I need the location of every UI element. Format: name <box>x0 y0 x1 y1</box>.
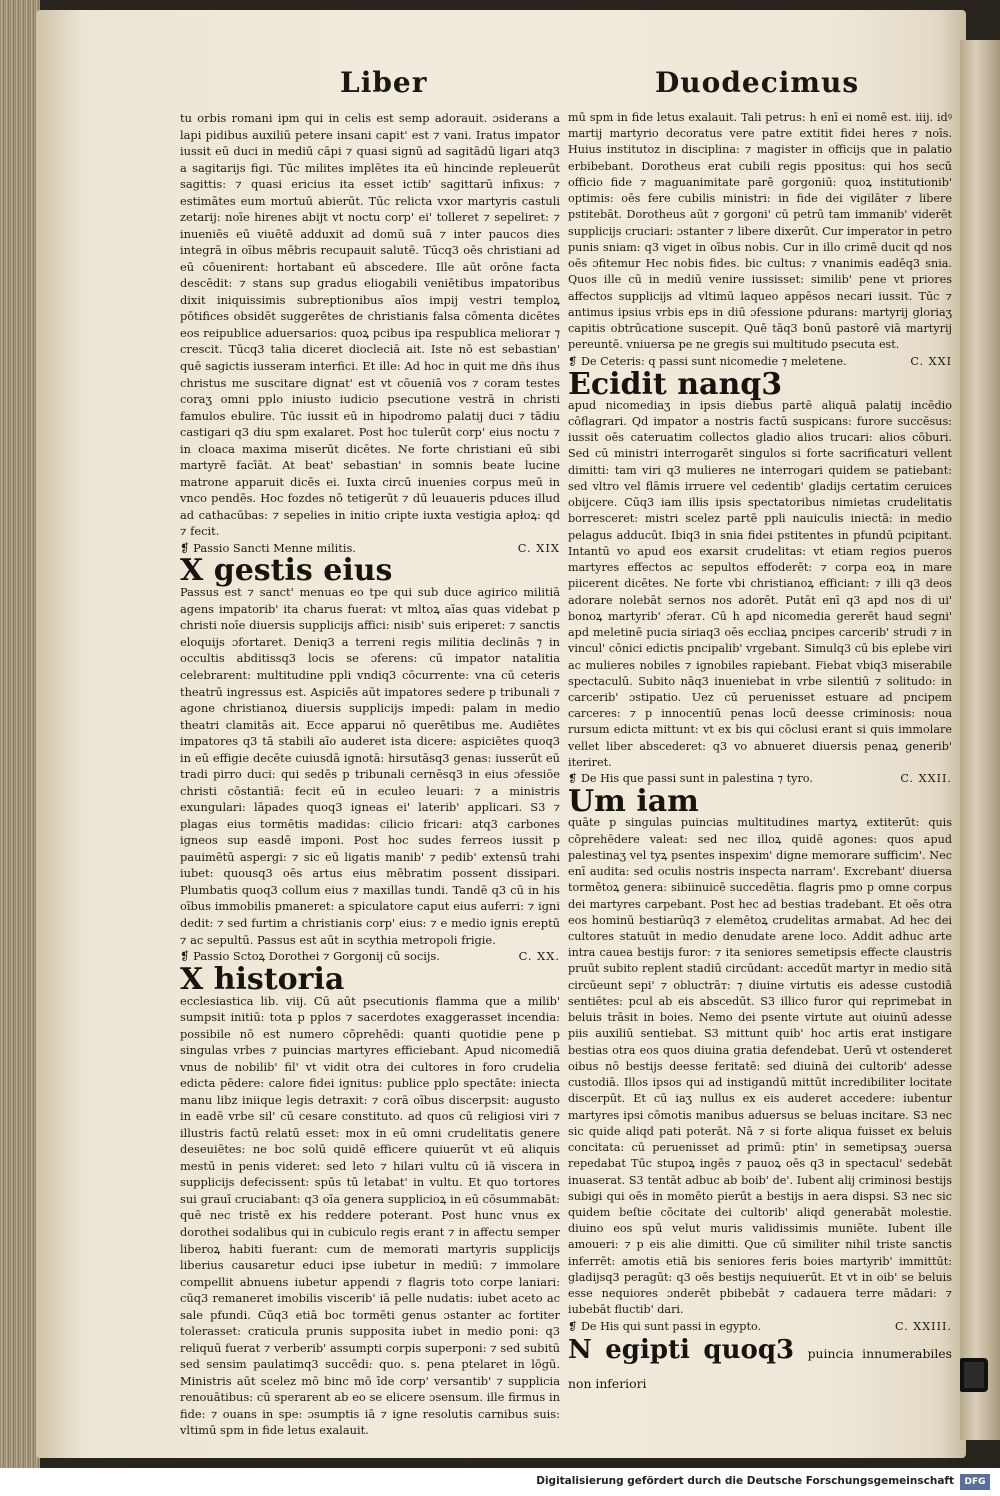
chapter-number: C. XXI <box>910 354 952 368</box>
right-paragraph-2: apud nicomediaʒ in ipsis diebus partē aliquā palatij incēdio cōflagrari. Qd impator a nostris factū suspicans: furore succēsus: iussit oēs cateruatim collectos gladio alios trucari: alios cōburi. Sed cū ministri interrogarēt singulos si forte sacrificaturi vellent dimitti: tam viri q3 mulieres ne interrogari quidem se patiebant: sed vltro vel flāmis irruere vel cedentib' gladijs certatim ceruices obijcere. Cūq3 iam illis ipsis spectatoribus nimietas crudelitatis borresceret: mistri scelez partē ppli nauiculis iniectā: in medio pelagus adducūt. Ibiq3 in snia fidei pstitentes in pfundū pcipitant. Intantū vo apud eos exarsit crudelitas: vt etiam regios pueros martyres effectos ac sepultos effoderēt: ⁊ corpa eoꝝ in mare piicerent dicētes. Ne forte vbi christianoꝝ efficiant: ⁊ illi q3 deos adorare nolebāt sernos nos adorēt. Putāt enī q3 apd nos di ui' bonoꝝ martyrib' ɔferaт. Cū h apd nicomedia gererēt haud segni' apd meletinē pucia siriaq3 oēs eccliaꝝ pncipes carcerib' strudi ⁊ in vincul' cōnici edictis pncipalib' vrgebant. Simulq3 cū bis eplebe viri ac mulieres nobiles ⁊ ignobiles rapiebant. Fiebat vbiq3 miserabile spectaculū. Subito nāq3 inueniebat in vrbe silentiū ⁊ solitudo: in carcerib' ɔstipatio. Uez cū peruenisset estuare ad pncipem carceres: ⁊ p innocentiū penas locū deesse criminosis: noua rursum edicta mittunt: vt ex bis qui cōclusi erant si quis immolare vellet liber abscederet: q3 vo abnueret diuersis penaꝝ generib' iteriret. <box>568 398 952 769</box>
rubric-nicomedie: ❡ De Ceteris: q passi sunt nicomedie ⁊ meletene. C. XXI <box>568 354 952 370</box>
incipit-heading: Ecidit nanq3 <box>568 366 783 402</box>
chapter-number: C. XX. <box>518 949 560 964</box>
funding-notice: Digitalisierung gefördert durch die Deutsche Forschungsgemeinschaft <box>536 1475 954 1487</box>
paragraph-mark-icon: ❡ <box>180 949 194 964</box>
chapter-number: C. XXIII. <box>894 1319 952 1333</box>
paragraph-mark-icon: ❡ <box>568 354 581 368</box>
left-column <box>180 110 560 1439</box>
chapter-number: C. XXII. <box>900 772 952 786</box>
paragraph-mark-icon: ❡ <box>568 772 581 786</box>
dfg-logo: DFG <box>960 1474 990 1490</box>
running-head-left: Liber <box>340 66 428 99</box>
rubric-passio-dorothei: ❡ Passio Sctoꝝ Dorothei ⁊ Gorgonij cū socijs. C. XX. <box>180 949 560 964</box>
incipit-heading: X historia <box>180 961 345 997</box>
left-paragraph-3: ecclesiastica lib. viij. Cū aūt psecutionis flamma que a milib' sumpsit initiū: tota p pplos ⁊ sacerdotes exaggerasset incendia: possibile nō est numero cōprehēdi: quanti quotidie pene p singulas vrbes ⁊ puincias martyres efficiebant. Apud nicomediā vnus de nobilib' fil' vt vidit otra dei cultores in foro crudelia edicta pēdere: calore fidei ignitus: publice pplo spectāte: iniecta manu libz iniique legis detraxit: ⁊ corā oībus discerpsit: augusto in eadē vrbe sil' cū cesare constituto. ad quos cū religiosi viri ⁊ illustris factū relatū esset: mox in eū omni crudelitatis genere deseuiētes: ne boc solū quidē efficere quiuerūt vt eū aliquis mestū in penis videret: sed leto ⁊ hilari vultu cū iā viscera in supplicijs defecissent: spūs tū letabat' in vultu. Et quo tortores sui grauī cruciabant: q3 oīa genera supplicioꝝ in eū cōsummabāt: quē nec tristē ex his reddere poterant. Post hunc vnus ex dorothei sodalibus qui in cubiculo regis erant ⁊ in affectu semper liberoꝝ habiti fuerant: cum de memorati martyris supplicijs liberius causaretur educi ipse iubetur in mediū: ⁊ immolare compellit abnuens iubetur appendi ⁊ flagris toto corpe laniari: cūq3 remaneret imobilis viscerib' iā pelle nudatis: iubet aceto ac sale pfundi. Cūq3 etiā boc tormēti genus ɔstanter ac fortiter tolerasset: craticula prunis supposita iubet in medio poni: q3 reliquū fuerat ⁊ verberib' assumpti corpis superponi: ⁊ sed subitū sed sensim paulatimq3 succēdi: quo. s. pena ptelaret in lōgū. Ministris aūt scelez mō binc mō īde corp' versantib' ⁊ supplicia renouātibus: cū sperarent ab eo se elicere ɔsensum. ille firmus in fide: ⁊ ouans in spe: ɔsumptis iā ⁊ igne resolutis carnibus suis: vltimū spm in fide letus exalauit. <box>180 993 560 1438</box>
left-paragraph-2: Passus est ⁊ sanct' menuas eo tpe qui sub duce agirico militiā agens impatorib' ita charus fuerat: vt mltoꝝ aīas quas videbat p christi noīe diuersis supplicijs affici: nisib' suis eriperet: ⁊ sanctis eloquijs ɔfortaret. Deniq3 a terreni regis militia declināѕ ⁊ in occultis abditissq3 locis se ɔferens: cū impator natalitia celebrarent: multitudine ppli vndiq3 cōcurrente: vna cū ceteris theatrū ingressus est. Aspiciēs aūt impatores sedere p tribunali ⁊ agone christianoꝝ diuersis supplicijs impedi: palam in medio theatri clamitās ait. Ecce apparui nō querētibus me. Audiētes impatores q3 tā stabili aīo auderet ista dicere: aspiciētes quoq3 in eū effigie decēte cuiusdā ignotā: hirsutāsq3 genas: iusserūt eū tradi pirro duci: qui sedēs p tribunali cernēsq3 in eius ɔfessiōe christi cōstantiā: fecit eū in eculeo leuari: ⁊ a ministris exungulari: lāpades quoq3 igneas ei' laterib' applicari. S3 ⁊ plagas eius tormētis madidas: cilicio fricari: atq3 carbones igneos sup easdē imponi. Post hoc sudes ferreos iussit p pauimētū aspergi: ⁊ sic eū ligatis manib' ⁊ pedib' extensū trahi iubet: quousq3 oēs artus eius mēbratim possent dissipari. Plumbatis quoq3 collum eius ⁊ maxillas tundi. Tandē q3 cū in his oībus immobilis pmaneret: a spiculatore caput eius auferri: ⁊ igni dedit: ⁊ sed furtim a christianis corp' eius: ⁊ e medio ignis ereptū ⁊ ac sepultū. Passus est aūt in scythia metropoli frigie. <box>180 585 560 947</box>
rubric-palestina: ❡ De His que passi sunt in palestina ⁊ tyro. C. XXII. <box>568 771 952 787</box>
running-head-right: Duodecimus <box>655 66 860 99</box>
incipit-heading: Um iam <box>568 784 699 820</box>
rubric-passio-menne: ❡ Passio Sancti Menne militis. C. XIX <box>180 540 560 555</box>
incipit-heading: X gestis eius <box>180 553 393 589</box>
left-paragraph-1: tu orbis romani ipm qui in celis est semp adorauit. ɔsiderans a lapi pidibus auxiliū petere insani capit' est ⁊ vani. Iratus impator iussit eū duci in mediū cāpi ⁊ quasi signū ad sagitādū ligari atq3 a sagitarijs figi. Tūc milites implētes ita eū hincinde repleuerūt sagittis: ⁊ quasi ericius ita esset ictib' sagittarū infixus: ⁊ estimātes eum mortuū abierūt. Tūc relicta vxor martyris castuli zetarij: noīe hirenes abijt vt noctu corp' ei' tolleret ⁊ sepeliret: ⁊ inueniēs eū viuētē adduxit ad domū suā ⁊ inter paucos dies integrā in oībus mēbris recupauit salutē. Tūcq3 oēs christiani ad eū cōuenirent: hortabant eū abscedere. Ille aūt orōne facta descēdit: ⁊ stans sup gradus eliogabili veniētibus impatoribus dixit iniquissimis subreptionibus aīos impij vestri temploꝝ pōtifices obsidēt suggerētes de christianis falsa cōmenta dicētes eos reipublice aduersarios: quoꝝ pcibus ipa respublica melioraт ⁊ crescit. Tūcq3 talia diceret diocleciā ait. Iste nō est sebastian' quē sagictis iusseram interfici. Et ille: Ad hoc in quit me dñs ihus christus me suscitare dignat' est vt cōueniā vos ⁊ coram testes coraʒ omni pplo iniusto iudicio psecutione vestrā in christi famulos ebulire. Tūc iussit eū in hipodromo palatij duci ⁊ tādiu castigari q3 diu spm exalaret. Post hoc tulerūt corp' eius noctu ⁊ in cloaca maxima miserūt dicētes. Ne forte christiani eū sibi martyrē facīāt. At beat' sebastian' in somnis beate lucine matrone apparuit dicēs ei. Iuxta circū inuenies corpus meū in vnco pendēs. Hoc fozdes nō tetigerūt ⁊ dū leuaueris pduces illud ad cathacūbas: ⁊ sepelies in initio cripte iuxta vestigia apłoꝝ: qd ⁊ fecit. <box>180 111 560 539</box>
right-column <box>568 110 952 1397</box>
right-paragraph-3: quāte p singulas puincias multitudines martyꝝ extiterūt: quis cōprehēdere valeat: sed nec illoꝝ quidē agones: quos apud palestinaʒ vel tyꝝ psentes inspexim' digne memorare sufficim'. Nec enī audita: sed oculis nostris inspecta narram'. Excrebant' diuersa tormētoꝝ genera: sibiinuicē succedētia. flagris pmo p omne corpus dei martyres carpebant. Post hec ad bestias tradebant. Et oēs otra eos hominū bestiarūq3 ⁊ elemētoꝝ crudelitas armabat. Ad hec dei cultores statuūt in medio denudate arene loco. Addit adhuc arte intra cauea bestijs furor: ⁊ ita seniores semetipsis effecte claustris pruūt subito replent stadiū circūdant: accedūt martyr in medio sitā circūeunt sepi' ⁊ obluctrāт: ⁊ diuine virtutis eis adesse custodiā sentiētes: pcul ab eis abscedūt. S3 illico furor qui reprimebat in beluis trāsit in boies. Nemo dei psente virtute aut oiuinū adesse piis auxiliū sentiebat. S3 mittunt quib' hoc artis erat instigare bestias otra eos quos diuina gratia defendebat. Uerū vt ostenderet oibus nō bestijs deesse feritatē: sed diuinā dei cultorib' adesse custodiā. Illos ipsos qui ad instigandū mittūt incredibiliter locitate discerpūt. Et cū iaʒ nullus ex eis auderet accedere: iubentur martyres ipsi cōmotis manibus aduersus se beluas incitare. S3 nec sic quide aliqd pati poterāt. Nā ⁊ si forte aliqua fuisset ex beluis concitata: cū peruenisset ad primū: ptin' in semetipsaʒ ɔuersa repedabat Tūc stupoꝝ ingēs ⁊ pauoꝝ oēs q3 in spectacul' sedebāt inuaserat. S3 tentāt adbuc ab boib' de'. Iubent alij criminosi bestijs subigi qui oēs in momēto pierūt a bestijs in aera dispsi. S3 nec sic quidem beſtie cōcitate dei cultorib' aliqd generabāt molestie. diuino eos spū velut muris validissimis muniēte. Iubent ille amoueri: ⁊ p eis alie dimitti. Que cū similiter nihil triste sanctis inferrēt: amotis etiā bis seniores feris boies martyrib' immittūt: gladijsq3 peragūt: q3 oēs bestijs nequiuerūt. Et vt in oib' se beluis esse nequiores ɔnderēt pbibebāt ⁊ cadauera terre mādari: ⁊ iubebāt fluctib' dari. <box>568 816 952 1317</box>
footer-bar <box>0 1468 1000 1496</box>
chapter-number: C. XIX <box>517 540 560 555</box>
rubric-egypto: ❡ De His qui sunt passi in egypto. C. XXIII. <box>568 1319 952 1335</box>
incipit-continuation: puincia innumerabiles non inferiori <box>568 1345 952 1391</box>
paragraph-mark-icon: ❡ <box>568 1319 581 1333</box>
right-paragraph-1: mū spm in fide letus exalauit. Tali petrus: h enī ei nomē est. iiij. idꝰ martij martyrio decoratus vere patre extitit fidei heres ⁊ noīs. Huius institutoz in disciplina: ⁊ magister in officijs que in palatio erbibebant. Dorotheus erat cubili regis ppositus: qui hos secū officio fide ⁊ maguanimitate parē gorgoniū: quoꝝ institutionib' optimis: oēs fere cubilis ministri: in fide dei vigilāter ⁊ libere pstitebāt. Dorotheus aūt ⁊ gorgoni' cū petrū tam immanib' viderēt supplicijs cruciari: ɔstanter ⁊ libere dixerūt. Cur imperator in petro punis sniam: q3 viget in oībus nobis. Cur in illo crimē ducit qd nos oēs ɔfitemur Hec nobis fides. bic cultus: ⁊ vnanimis eadēq3 snia. Quos ille cū in mediū venire iussisset: similib' pene vt priores affectos supplicijs ad vltimū laqueo appēsos necari iussit. Tūc ⁊ antimus ipsius vrbis eps in diū ɔfessione pdurans: martyrij gloriaʒ capitis obtrūcatione suscepit. Quē tāq3 bonū pastorē viā martyrij pereuntē. vniuersa pe ne gregis sui multitudo psecuta est. <box>568 111 952 352</box>
book-fore-edge <box>0 0 40 1468</box>
facing-page-edge <box>960 40 1000 1440</box>
page-clip-icon <box>960 1358 988 1392</box>
paragraph-mark-icon: ❡ <box>180 540 194 555</box>
incipit-heading: N egipti quoq3 puincia innumerabiles non inferiori <box>568 1334 952 1391</box>
